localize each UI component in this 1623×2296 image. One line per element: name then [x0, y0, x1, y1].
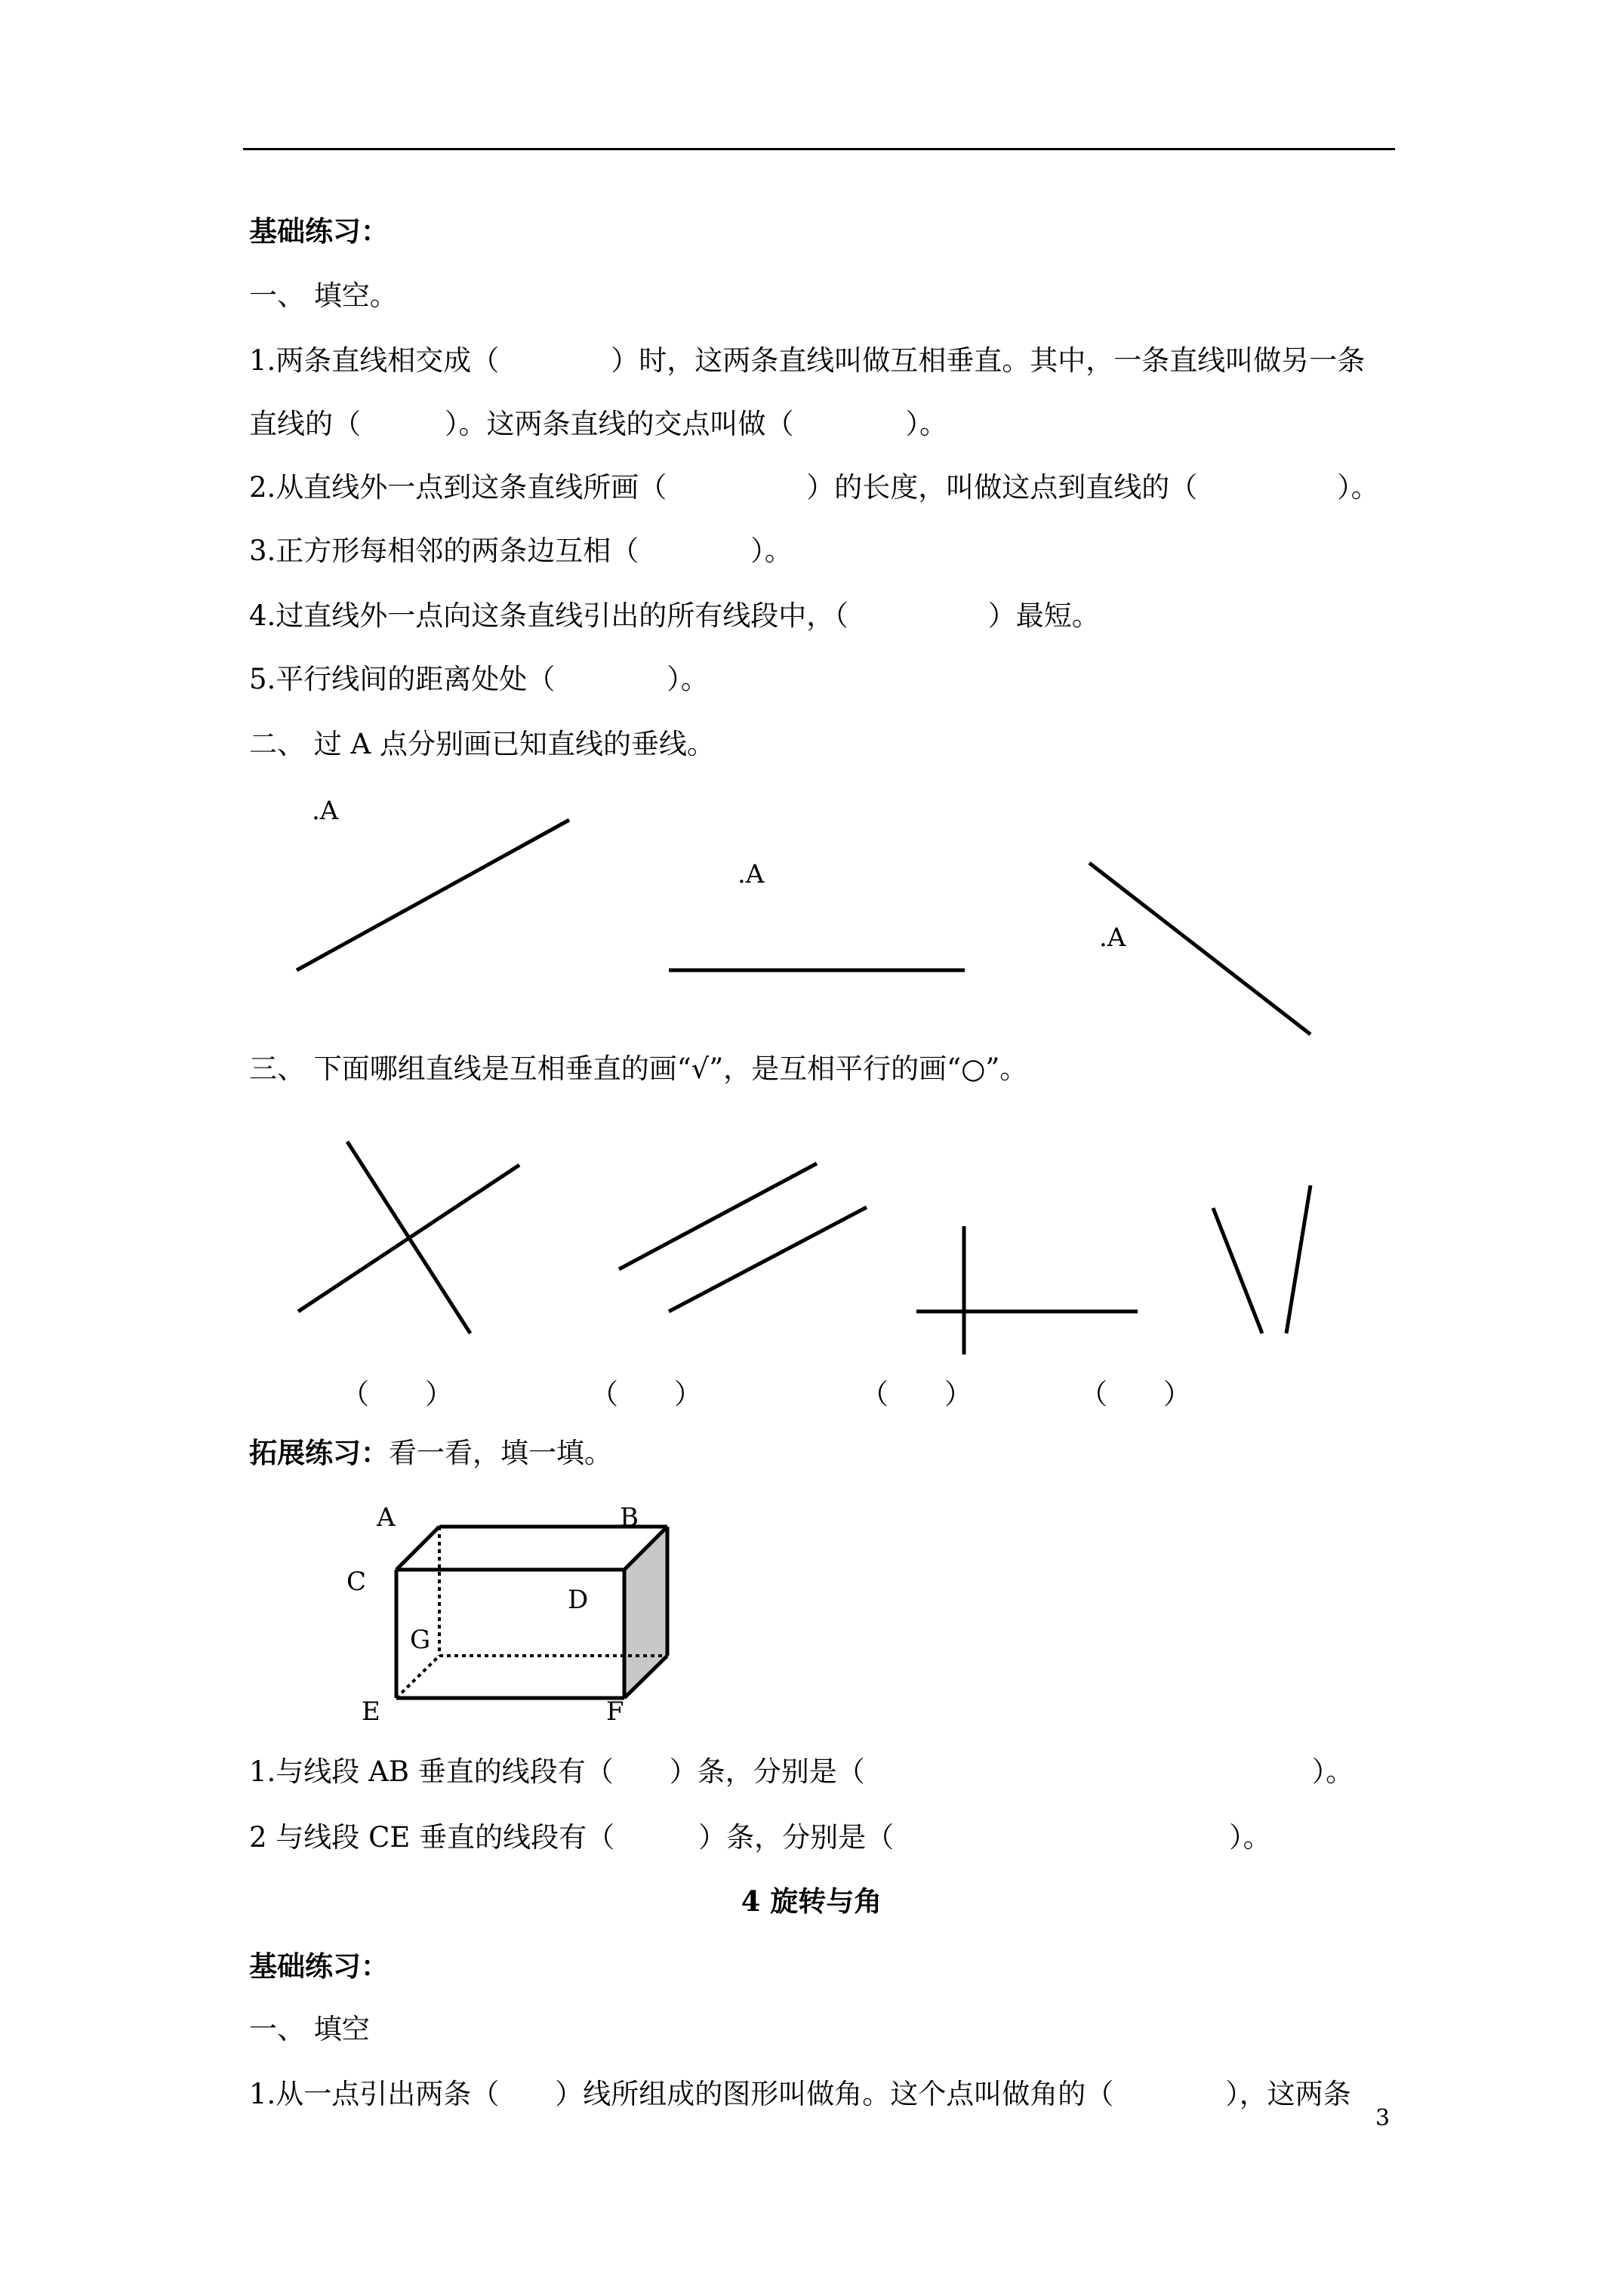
point-a-label: .A: [312, 796, 339, 826]
fill-item: 4.过直线外一点向这条直线引出的所有线段中，（ ）最短。: [249, 599, 1100, 632]
page-number: 3: [1375, 2105, 1390, 2131]
cuboid-side-face: [624, 1527, 667, 1698]
fill-item: 1.两条直线相交成（ ）时，这两条直线叫做互相垂直。其中，一条直线叫做另一条: [249, 344, 1366, 377]
extension-question: 2 与线段 CE 垂直的线段有（ ）条，分别是（ ）。: [249, 1821, 1271, 1854]
point-a-label: .A: [738, 859, 765, 889]
answer-paren: （ ）: [341, 1378, 453, 1410]
question-title: 三、 下面哪组直线是互相垂直的画“√”，是互相平行的画“○”。: [249, 1052, 1028, 1085]
fill-item: 2.从直线外一点到这条直线所画（ ）的长度，叫做这点到直线的（ ）。: [249, 471, 1379, 504]
question-title: 二、 过 A 点分别画已知直线的垂线。: [249, 728, 716, 760]
section-heading: 基础练习：: [249, 214, 389, 248]
question-title: 一、 填空: [249, 2013, 370, 2045]
extension-heading: 拓展练习：: [249, 1436, 389, 1469]
vertex-label-a: A: [377, 1502, 396, 1533]
vertex-label-b: B: [620, 1502, 639, 1533]
answer-paren: （ ）: [1079, 1378, 1191, 1410]
vertex-label-f: F: [606, 1697, 624, 1727]
answer-paren: （ ）: [861, 1378, 972, 1410]
section-heading: 基础练习：: [249, 1949, 389, 1983]
fill-item: 1.从一点引出两条（ ）线所组成的图形叫做角。这个点叫做角的（ ），这两条: [249, 2078, 1351, 2110]
vertex-label-e: E: [362, 1697, 380, 1727]
vertex-label-d: D: [568, 1585, 589, 1615]
extension-question: 1.与线段 AB 垂直的线段有（ ）条，分别是（ ）。: [249, 1755, 1354, 1788]
fill-item: 5.平行线间的距离处处（ ）。: [249, 663, 709, 695]
question-title: 一、 填空。: [249, 279, 398, 312]
extension-heading-rest: 看一看，填一填。: [389, 1437, 612, 1469]
fill-item: 3.正方形每相邻的两条边互相（ ）。: [249, 535, 793, 567]
fill-item: 直线的（ ）。这两条直线的交点叫做（ ）。: [249, 408, 947, 440]
vertex-label-c: C: [346, 1567, 367, 1597]
point-a-label: .A: [1099, 923, 1126, 953]
vertex-label-g: G: [410, 1625, 431, 1655]
answer-paren: （ ）: [590, 1378, 702, 1410]
section-title: 4 旋转与角: [741, 1885, 882, 1918]
